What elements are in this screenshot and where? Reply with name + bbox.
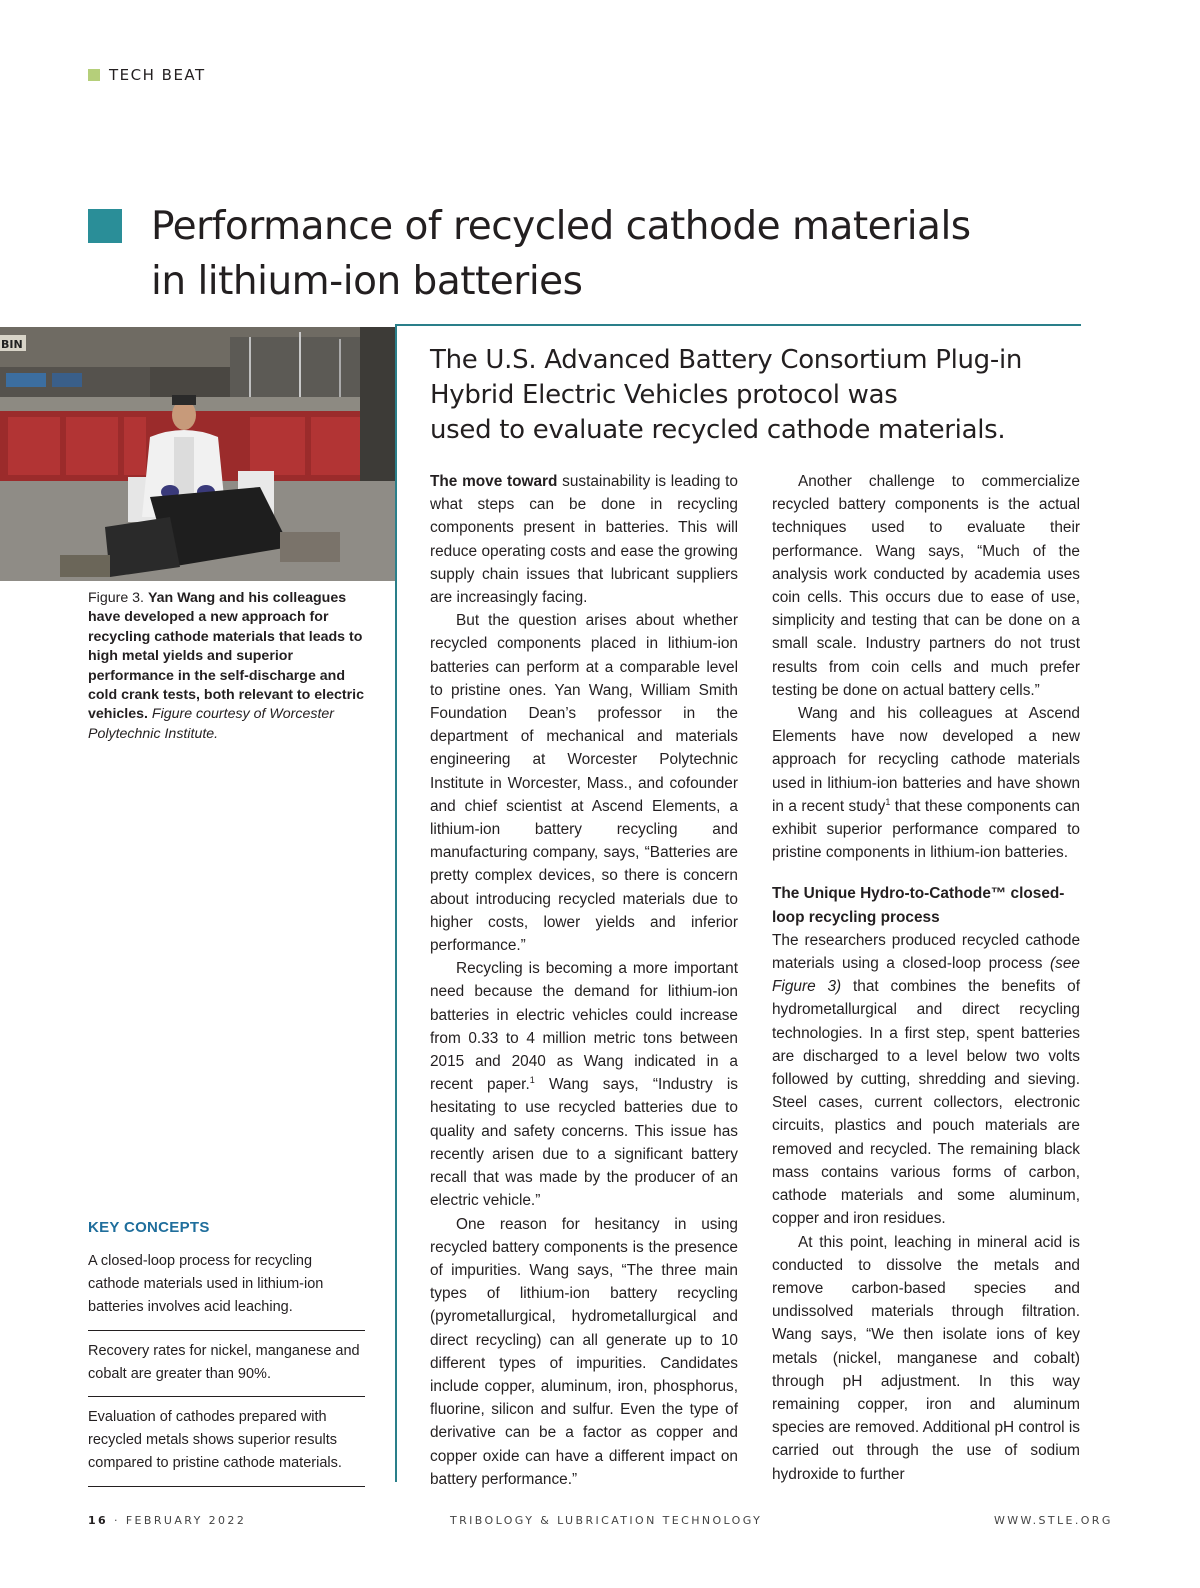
key-concept-item: Recovery rates for nickel, manganese and cobalt are greater than 90%. <box>88 1339 365 1397</box>
website-url: WWW.STLE.ORG <box>994 1514 1113 1527</box>
body-column-1 <box>430 470 738 1491</box>
figure-3-photo <box>0 327 396 581</box>
article-title <box>151 199 1091 309</box>
body-paragraph: Another challenge to commercialize recycled battery components is the actual techniques used to evaluate their performance. Wang says, “Much of the analysis work conducted by academia uses coin cells. This occurs due to ease of use, simplicity and testing that can be done on a small scale. Industry partners do not trust results from coin cells and much prefer testing be done on actual battery cells.” <box>772 473 1080 699</box>
body-text: that combines the benefits of hydrometallurgical and direct recycling technologies. In a first step, spent batteries are discharged to a level below two volts followed by cutting, shredding and sieving. Steel cases, current collectors, electronic circuits, plastics and pouch materials are removed and recycled. The remaining black mass contains various forms of carbon, cathode materials and some aluminum, copper and iron residues. <box>772 978 1080 1228</box>
footer-separator: · <box>114 1514 120 1527</box>
issue-date: FEBRUARY 2022 <box>125 1514 247 1527</box>
body-paragraph: One reason for hesitancy in using recycled battery components is the presence of impurities. Wang says, “The three main types of lithium-ion battery recycling (pyrometallurgical, hydrometallurgical and direct recycling) can all generate up to 10 different types of impurities. Candidates include copper, aluminum, iron, phosphorus, fluorine, silicon and sulfur. Even the type of derivative can be a factor as copper and copper oxide can have a different impact on battery performance.” <box>430 1215 738 1488</box>
body-text: sustainability is leading to what steps can be done in recycling components present in batteries. This will reduce operating costs and ease the growing supply chain issues that lubricant suppliers are increasingly facing. <box>430 473 738 607</box>
body-paragraph: But the question arises about whether recycled components placed in lithium-ion batteries can perform at a comparable level to pristine ones. Yan Wang, William Smith Foundation Dean’s professor in the department of mechanical and materials engineering at Worcester Polytechnic Institute in Worcester, Mass., and cofounder and chief scientist at Ascend Elements, a lithium-ion battery recycling and manufacturing company, says, “Batteries are pretty complex devices, so there is concern about introducing recycled materials due to higher costs, lower yields and inferior performance.” <box>430 612 738 955</box>
key-concepts-list <box>88 1249 365 1495</box>
section-subhead: The Unique Hydro-to-Cathode™ closed-loop recycling process <box>772 885 1065 926</box>
body-text: that these components can exhibit superior performance compared to pristine components in lithium-ion batteries. <box>772 797 1080 862</box>
title-line-2: in lithium-ion batteries <box>151 259 583 304</box>
caption-label: Figure 3. <box>88 590 144 606</box>
figure-reference: (see Figure 3) <box>772 955 1080 996</box>
publication-name: TRIBOLOGY & LUBRICATION TECHNOLOGY <box>450 1514 763 1527</box>
caption-credit: Figure courtesy of Worcester Polytechnic Institute. <box>88 706 335 742</box>
lab-photo-illustration <box>0 327 396 581</box>
deck-line-2: Hybrid Electric Vehicles protocol was <box>430 380 898 410</box>
body-paragraph <box>772 702 1080 864</box>
deck-line-3: used to evaluate recycled cathode materials. <box>430 415 1006 445</box>
key-concepts-heading: KEY CONCEPTS <box>88 1219 210 1236</box>
body-paragraph <box>772 929 1080 1231</box>
column-rule <box>395 324 397 1482</box>
reference-marker: 1 <box>529 1075 535 1086</box>
section-tag-label: TECH BEAT <box>109 66 206 84</box>
title-line-1: Performance of recycled cathode materials <box>151 204 971 249</box>
deck-line-1: The U.S. Advanced Battery Consortium Plug-in <box>430 345 1023 375</box>
caption-text: Yan Wang and his colleagues have developed a new approach for recycling cathode materials that leads to high metal yields and superior performance in the self-discharge and cold crank tests, both relevant to electric vehicles. <box>88 590 364 723</box>
body-paragraph: At this point, leaching in mineral acid is conducted to dissolve the metals and remove carbon-based species and undissolved materials through filtration. Wang says, “We then isolate ions of key metals (nickel, manganese and cobalt) through pH adjustment. In this way remaining copper, iron and aluminum species are removed. Additional pH control is carried out through the use of sodium hydroxide to further <box>772 1233 1080 1483</box>
body-paragraph <box>430 470 738 609</box>
header-rule <box>396 324 1081 326</box>
section-tag-marker <box>88 69 100 81</box>
page-number: 16 <box>88 1514 109 1527</box>
reference-marker: 1 <box>885 796 891 807</box>
key-concept-item: A closed-loop process for recycling cathode materials used in lithium-ion batteries involves acid leaching. <box>88 1249 365 1331</box>
key-concept-item: Evaluation of cathodes prepared with recycled metals shows superior results compared to pristine cathode materials. <box>88 1405 365 1487</box>
body-text: Wang says, “Industry is hesitating to use recycled batteries due to quality and safety concerns. This issue has recently arisen due to a significant battery recall that was made by the producer of an electric vehicle.” <box>430 1076 738 1210</box>
photo-sign-text: BIN <box>1 338 23 351</box>
article-deck <box>430 343 1070 448</box>
body-text: Wang and his colleagues at Ascend Elements have now developed a new approach for recycling cathode materials used in lithium-ion batteries and have shown in a recent study <box>772 705 1080 815</box>
body-paragraph <box>430 957 738 1212</box>
body-text: Recycling is becoming a more important need because the demand for lithium-ion batteries in electric vehicles could increase from 0.33 to 4 million metric tons between 2015 and 2040 as Wang indicated in a recent paper. <box>430 960 738 1094</box>
body-column-2 <box>772 470 1080 1486</box>
body-text: The researchers produced recycled cathode materials using a closed-loop process <box>772 931 1080 973</box>
footer-page-info <box>88 1514 246 1527</box>
figure-caption <box>88 589 378 744</box>
title-marker <box>88 209 122 243</box>
lead-in: The move toward <box>430 473 558 490</box>
section-tag <box>88 66 206 84</box>
